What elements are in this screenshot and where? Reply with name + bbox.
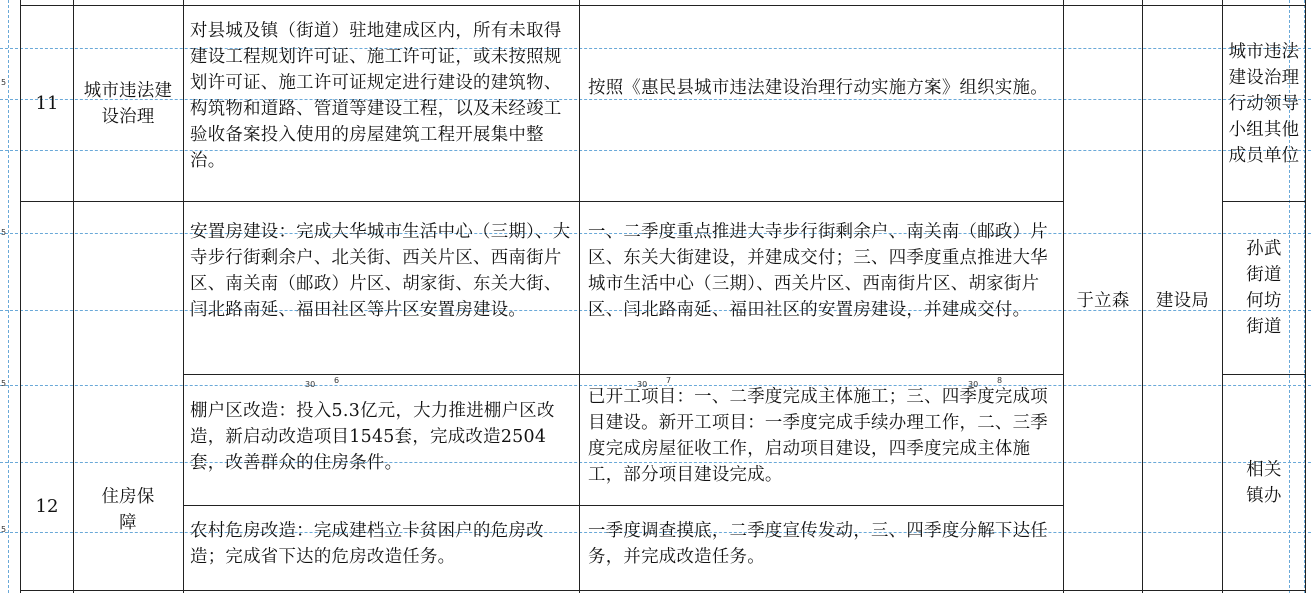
leader-cell <box>1064 6 1142 590</box>
leader-name: 于立森 <box>1076 291 1130 311</box>
schedule-description: 一、二季度重点推进大寺步行街剩余户、南关南（邮政）片区、东关大街建设，并建成交付；三、四季度重点推进大华城市生活中心（三期）、西关片区、西南街片区、胡家街片区、闫北路南延、福田社区的安置房建设，并建成交付。 <box>588 222 1048 320</box>
margin-mark: 5 <box>1 379 7 388</box>
guide-line-left <box>8 0 9 593</box>
edit-mark: 7 <box>666 376 672 385</box>
lead-unit-cell <box>1143 6 1222 590</box>
row-number: 11 <box>35 93 59 114</box>
edit-mark: 8 <box>997 376 1003 385</box>
margin-mark: 5 <box>1 78 7 87</box>
responsible-unit: 孙武街道何坊街道 <box>1246 239 1282 337</box>
schedule-description: 一季度调查摸底，二季度宣传发动，三、四季度分解下达任务，并完成改造任务。 <box>588 521 1048 567</box>
row-number: 12 <box>35 495 59 517</box>
table-border <box>1305 0 1306 593</box>
edit-mark: 30 <box>637 380 648 389</box>
schedule-description: 已开工项目：一、二季度完成主体施工；三、四季度完成项目建设。新开工项目：一季度完成手续办理工作，二、三季度完成房屋征收工作，启动项目建设，四季度完成主体施工，部分项目建设完成。 <box>588 387 1048 485</box>
table-border <box>183 505 1064 506</box>
task-description: 农村危房改造：完成建档立卡贫困户的危房改造；完成省下达的危房改造任务。 <box>190 521 544 567</box>
responsible-unit: 城市违法建设治理行动领导小组其他成员单位 <box>1228 41 1300 166</box>
category-label: 住房保障 <box>101 487 155 533</box>
table-border <box>1222 0 1223 593</box>
edit-mark: 6 <box>334 376 340 385</box>
table-border <box>20 590 1306 591</box>
task-description: 对县城及镇（街道）驻地建成区内，所有未取得建设工程规划许可证、施工许可证，或未按照规划许可证、施工许可证规定进行建设的建筑物、构筑物和道路、管道等建设工程，以及未经竣工验收备案投入使用的房屋建筑工程开展集中整治。 <box>190 21 562 171</box>
task-description: 棚户区改造：投入5.3亿元，大力推进棚户区改造，新启动改造项目1545套，完成改造2504套，改善群众的住房条件。 <box>190 401 555 473</box>
responsible-unit: 相关镇办 <box>1246 459 1282 506</box>
table-border <box>183 374 1064 375</box>
edit-mark: 30 <box>305 380 316 389</box>
margin-mark: 5 <box>1 525 7 534</box>
edit-mark: 30 <box>968 380 979 389</box>
table-border <box>73 0 74 593</box>
category-label: 城市违法建设治理 <box>83 80 173 127</box>
task-description: 安置房建设：完成大华城市生活中心（三期）、大寺步行街剩余户、北关街、西关片区、西南街片区、南关南（邮政）片区、胡家街、东关大街、闫北路南延、福田社区等片区安置房建设。 <box>190 222 571 320</box>
table-border <box>20 201 1064 202</box>
schedule-description: 按照《惠民县城市违法建设治理行动实施方案》组织实施。 <box>588 78 1048 98</box>
margin-mark: 5 <box>1 228 7 237</box>
lead-unit-name: 建设局 <box>1155 291 1210 311</box>
